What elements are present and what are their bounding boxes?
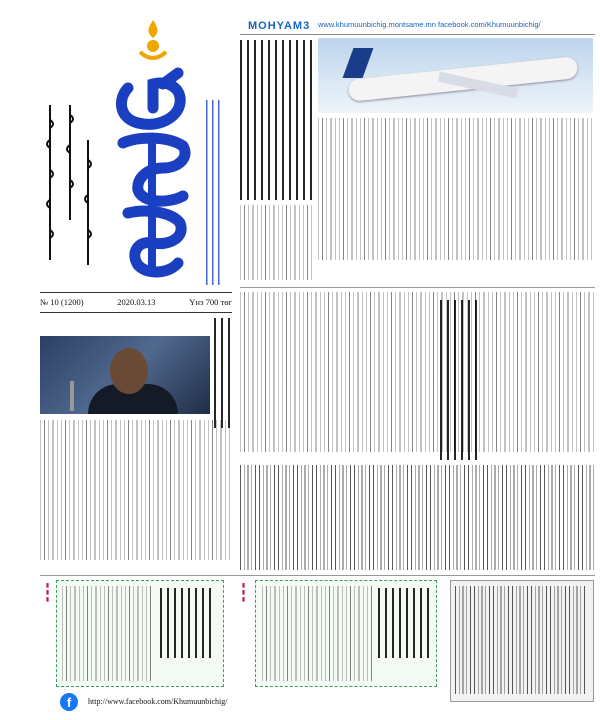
issue-rule-top	[40, 292, 232, 293]
issue-number: № 10 (1200)	[40, 297, 84, 307]
soyombo-icon	[140, 20, 166, 58]
green-box-middle-text	[262, 586, 372, 681]
feature-article-body	[240, 465, 595, 570]
health-headline	[214, 318, 234, 428]
microphone-icon	[70, 381, 74, 411]
facebook-url[interactable]: http://www.facebook.com/Khumuunbichig/	[88, 697, 228, 706]
speaker-face	[110, 348, 148, 394]
issue-info-row	[40, 297, 232, 311]
issue-price: Үнэ 700 төг	[189, 297, 232, 307]
brand-logo-text: MOHYAM3	[248, 20, 311, 32]
green-box-middle-title	[378, 588, 430, 658]
airplane-tail	[343, 48, 374, 78]
issue-date: 2020.03.13	[117, 297, 156, 307]
header-rule	[240, 34, 595, 35]
masthead-slogan-script	[38, 100, 98, 270]
website-links[interactable]: www.khumuunbichig.montsame.mn facebook.com/Khumuunbichig/	[318, 20, 541, 29]
health-article-body	[40, 420, 232, 560]
green-box-left-text	[62, 586, 152, 681]
airplane-photo	[318, 38, 593, 113]
gray-box-right-text	[455, 586, 587, 694]
photo-backdrop-text	[46, 342, 86, 354]
issue-rule-bottom	[40, 312, 232, 313]
aviation-article-lead	[240, 205, 315, 280]
green-box-left-title	[160, 588, 215, 658]
aviation-headline	[240, 40, 312, 200]
newspaper-masthead-logo	[108, 18, 198, 283]
red-section-tag-middle: ▮▮▮	[240, 582, 247, 603]
feature-headline	[440, 300, 480, 460]
red-section-tag-left: ▮▮▮	[44, 582, 51, 603]
aviation-article-continued	[240, 292, 595, 452]
aviation-article-body	[318, 118, 593, 260]
section-divider-2	[40, 575, 595, 576]
facebook-icon[interactable]: f	[60, 693, 78, 711]
speaker-photo	[40, 336, 210, 414]
section-divider-1	[240, 287, 595, 288]
masthead-subtitle-script	[206, 100, 224, 285]
